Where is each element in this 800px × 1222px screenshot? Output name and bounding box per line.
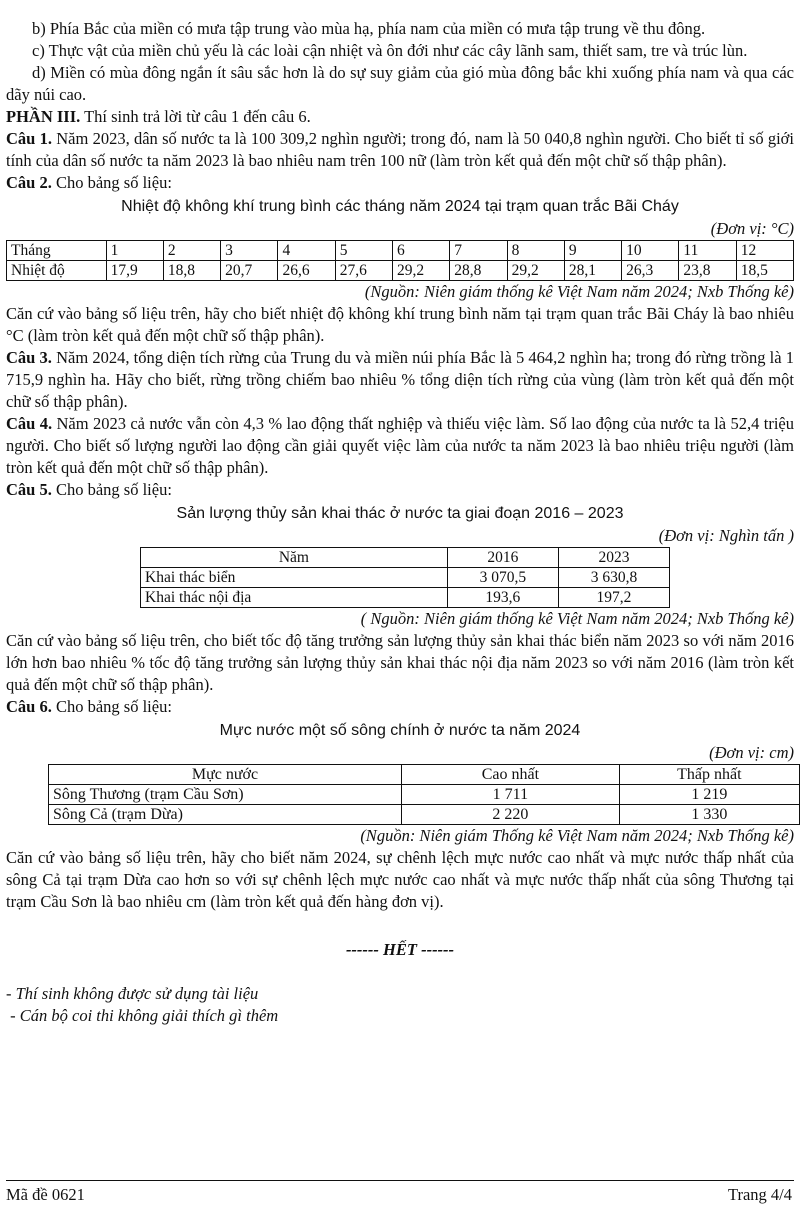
table-cell: 3 630,8	[558, 568, 669, 588]
table-row	[141, 588, 670, 608]
statement-b: b) Phía Bắc của miền có mưa tập trung vào mùa hạ, phía nam của miền có mưa tập trung về thu đông.	[32, 19, 706, 38]
table-cell: Khai thác biển	[141, 568, 448, 588]
q2-table-title: Nhiệt độ không khí trung bình các tháng năm 2024 tại trạm quan trắc Bãi Cháy	[121, 198, 679, 215]
temperature-cell: 28,8	[450, 261, 507, 281]
header-cell: Năm	[141, 548, 448, 568]
q2-label: Câu 2.	[6, 173, 52, 192]
q2-source: (Nguồn: Niên giám thống kê Việt Nam năm 2024; Nxb Thống kê)	[364, 282, 794, 301]
table-row	[7, 261, 794, 281]
table-cell: 3 070,5	[447, 568, 558, 588]
row-label: Nhiệt độ	[7, 261, 107, 281]
q5-label: Câu 5.	[6, 480, 52, 499]
table-cell: 2 220	[401, 805, 619, 825]
q1-label: Câu 1.	[6, 129, 52, 148]
question-6-intro	[6, 696, 794, 718]
row-label: Tháng	[7, 241, 107, 261]
month-cell: 8	[507, 241, 564, 261]
question-5-intro	[6, 479, 794, 501]
q5-intro: Cho bảng số liệu:	[51, 480, 172, 499]
temperature-cell: 26,3	[622, 261, 679, 281]
header-cell: 2023	[558, 548, 669, 568]
q5-source: ( Nguồn: Niên giám thống kê Việt Nam năm 2024; Nxb Thống kê)	[360, 609, 794, 628]
month-cell: 9	[564, 241, 621, 261]
exam-code: Mã đề 0621	[6, 1185, 85, 1204]
table-row	[7, 241, 794, 261]
end-marker: ------ HẾT ------	[345, 940, 455, 959]
q5-table-title: Sản lượng thủy sản khai thác ở nước ta giai đoạn 2016 – 2023	[176, 505, 624, 522]
table-row	[49, 785, 800, 805]
month-cell: 4	[278, 241, 335, 261]
part3-text: Thí sinh trả lời từ câu 1 đến câu 6.	[80, 107, 311, 126]
temperature-cell: 26,6	[278, 261, 335, 281]
month-cell: 7	[450, 241, 507, 261]
q1-text: Năm 2023, dân số nước ta là 100 309,2 nghìn người; trong đó, nam là 50 040,8 nghìn người. Cho biết tỉ số giới tính của dân số nước ta năm 2023 là bao nhiêu nam trên 100 nữ (làm tròn kết quả đến một chữ số thập phân).	[6, 129, 794, 170]
q6-table-unit: (Đơn vị: cm)	[709, 743, 794, 762]
q2-table-unit: (Đơn vị: °C)	[710, 219, 794, 238]
table-cell: Sông Thương (trạm Cầu Sơn)	[49, 785, 402, 805]
exam-page	[6, 18, 794, 1027]
question-1	[6, 128, 794, 172]
footer-divider	[6, 1180, 794, 1181]
q6-question: Căn cứ vào bảng số liệu trên, hãy cho biết năm 2024, sự chênh lệch mực nước cao nhất và mực nước thấp nhất của sông Cả tại trạm Dừa cao hơn so với sự chênh lệch mực nước cao nhất và mực nước thấp nhất của sông Thương tại trạm Cầu Sơn là bao nhiêu cm (làm tròn kết quả đến hàng đơn vị).	[6, 848, 794, 911]
note-2: - Cán bộ coi thi không giải thích gì thêm	[6, 1006, 279, 1025]
q6-label: Câu 6.	[6, 697, 52, 716]
part3-label: PHẦN III.	[6, 107, 81, 126]
temperature-cell: 27,6	[335, 261, 392, 281]
month-cell: 12	[736, 241, 793, 261]
temperature-cell: 28,1	[564, 261, 621, 281]
header-cell: 2016	[447, 548, 558, 568]
q4-text: Năm 2023 cả nước vẫn còn 4,3 % lao động thất nghiệp và thiếu việc làm. Số lao động của nước ta là 52,4 triệu người. Cho biết số lượng người lao động cần giải quyết việc làm của nước ta năm 2023 là bao nhiêu triệu người (làm tròn kết quả đến một chữ số thập phân).	[6, 414, 794, 477]
header-cell: Thấp nhất	[619, 765, 799, 785]
river-level-table	[48, 764, 800, 825]
q2-question: Căn cứ vào bảng số liệu trên, hãy cho biết nhiệt độ không khí trung bình năm tại trạm quan trắc Bãi Cháy là bao nhiêu °C (làm tròn kết quả đến một chữ số thập phân).	[6, 304, 794, 345]
q5-table-unit: (Đơn vị: Nghìn tấn )	[658, 526, 794, 545]
q3-label: Câu 3.	[6, 348, 52, 367]
month-cell: 3	[221, 241, 278, 261]
q5-question: Căn cứ vào bảng số liệu trên, cho biết tốc độ tăng trưởng sản lượng thủy sản khai thác biển năm 2023 so với năm 2016 lớn hơn bao nhiêu % tốc độ tăng trưởng sản lượng thủy sản khai thác nội địa năm 2023 so với năm 2016 (làm tròn kết quả đến một chữ số thập phân).	[6, 631, 794, 694]
table-cell: 1 330	[619, 805, 799, 825]
table-cell: Sông Cả (trạm Dừa)	[49, 805, 402, 825]
part3-heading	[6, 106, 794, 128]
table-cell: Khai thác nội địa	[141, 588, 448, 608]
table-row	[49, 805, 800, 825]
header-cell: Mực nước	[49, 765, 402, 785]
q6-source: (Nguồn: Niên giám Thống kê Việt Nam năm 2024; Nxb Thống kê)	[360, 826, 794, 845]
q4-label: Câu 4.	[6, 414, 53, 433]
q2-intro: Cho bảng số liệu:	[51, 173, 172, 192]
table-row	[141, 568, 670, 588]
header-cell: Cao nhất	[401, 765, 619, 785]
temperature-cell: 20,7	[221, 261, 278, 281]
table-header-row	[49, 765, 800, 785]
q6-table-title: Mực nước một số sông chính ở nước ta năm 2024	[219, 722, 581, 739]
q6-intro: Cho bảng số liệu:	[51, 697, 172, 716]
note-1: - Thí sinh không được sử dụng tài liệu	[6, 984, 259, 1003]
question-2-intro	[6, 172, 794, 194]
question-3	[6, 347, 794, 413]
statement-d: d) Miền có mùa đông ngắn ít sâu sắc hơn là do sự suy giảm của gió mùa đông bắc khi xuống phía nam và qua các dãy núi cao.	[6, 63, 794, 104]
month-cell: 6	[393, 241, 450, 261]
temperature-table	[6, 240, 794, 281]
table-cell: 193,6	[447, 588, 558, 608]
statement-c: c) Thực vật của miền chủ yếu là các loài cận nhiệt và ôn đới như các cây lãnh sam, thiết sam, tre và trúc lùn.	[32, 41, 748, 60]
month-cell: 5	[335, 241, 392, 261]
month-cell: 1	[106, 241, 163, 261]
temperature-cell: 17,9	[106, 261, 163, 281]
temperature-cell: 18,5	[736, 261, 793, 281]
question-4	[6, 413, 794, 479]
month-cell: 10	[622, 241, 679, 261]
temperature-cell: 23,8	[679, 261, 736, 281]
temperature-cell: 29,2	[507, 261, 564, 281]
page-number: Trang 4/4	[727, 1185, 792, 1204]
table-cell: 197,2	[558, 588, 669, 608]
table-cell: 1 711	[401, 785, 619, 805]
table-header-row	[141, 548, 670, 568]
table-cell: 1 219	[619, 785, 799, 805]
temperature-cell: 29,2	[393, 261, 450, 281]
q3-text: Năm 2024, tổng diện tích rừng của Trung du và miền núi phía Bắc là 5 464,2 nghìn ha; trong đó rừng trồng là 1 715,9 nghìn ha. Hãy cho biết, rừng trồng chiếm bao nhiêu % tổng diện tích rừng của vùng (làm tròn kết quả đến một chữ số thập phân).	[6, 348, 794, 411]
month-cell: 11	[679, 241, 736, 261]
temperature-cell: 18,8	[163, 261, 220, 281]
fishery-table	[140, 547, 670, 608]
month-cell: 2	[163, 241, 220, 261]
notes	[6, 983, 794, 1027]
